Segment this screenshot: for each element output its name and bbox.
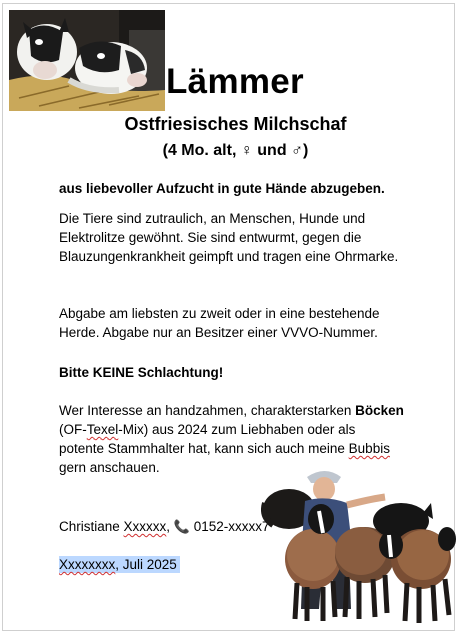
place-date-line [59, 555, 259, 574]
farmer-with-sheep-photo [261, 459, 461, 624]
date-text: , Juli 2025 [115, 557, 177, 572]
no-slaughter-warning: Bitte KEINE Schlachtung! [59, 365, 224, 380]
page-title: Lämmer [166, 62, 304, 101]
age-sex-line: (4 Mo. alt, ♀ und ♂) [162, 142, 309, 159]
bubbis-word: Bubbis [348, 441, 390, 456]
handover-paragraph: Abgabe am liebsten zu zweit oder in eine bestehende Herde. Abgabe nur an Besitzer einer VVVO-Nummer. [59, 306, 380, 340]
texel-word: Texel [86, 422, 119, 437]
lambs-photo [9, 10, 165, 111]
breed-subtitle: Ostfriesisches Milchschaf [124, 114, 347, 134]
phone-number: 0152-xxxxx7 [190, 519, 270, 534]
phone-icon: 📞 [173, 519, 190, 534]
interest-paragraph: Wer Interesse an handzahmen, charakterstarken Böcken (OF-Texel-Mix) aus 2024 zum Liebhaben oder als potente Stammhalter hat, kann sich auch meine Bubbis gern anschauen. [59, 403, 404, 475]
boecken-word: Böcken [355, 403, 404, 418]
contact-lastname: Xxxxxx [123, 519, 167, 534]
description-paragraph: Die Tiere sind zutraulich, an Menschen, Hunde und Elektrolitze gewöhnt. Sie sind entwurmt, gegen die Blauzungenkrankheit geimpft und tragen eine Ohrmarke. [59, 211, 399, 264]
contact-line: Christiane Xxxxxx, 📞 0152-xxxxx7 [59, 519, 270, 534]
document-page [2, 3, 455, 631]
place-name: Xxxxxxxx [59, 557, 116, 572]
intro-line: aus liebevoller Aufzucht in gute Hände abzugeben. [59, 181, 385, 196]
